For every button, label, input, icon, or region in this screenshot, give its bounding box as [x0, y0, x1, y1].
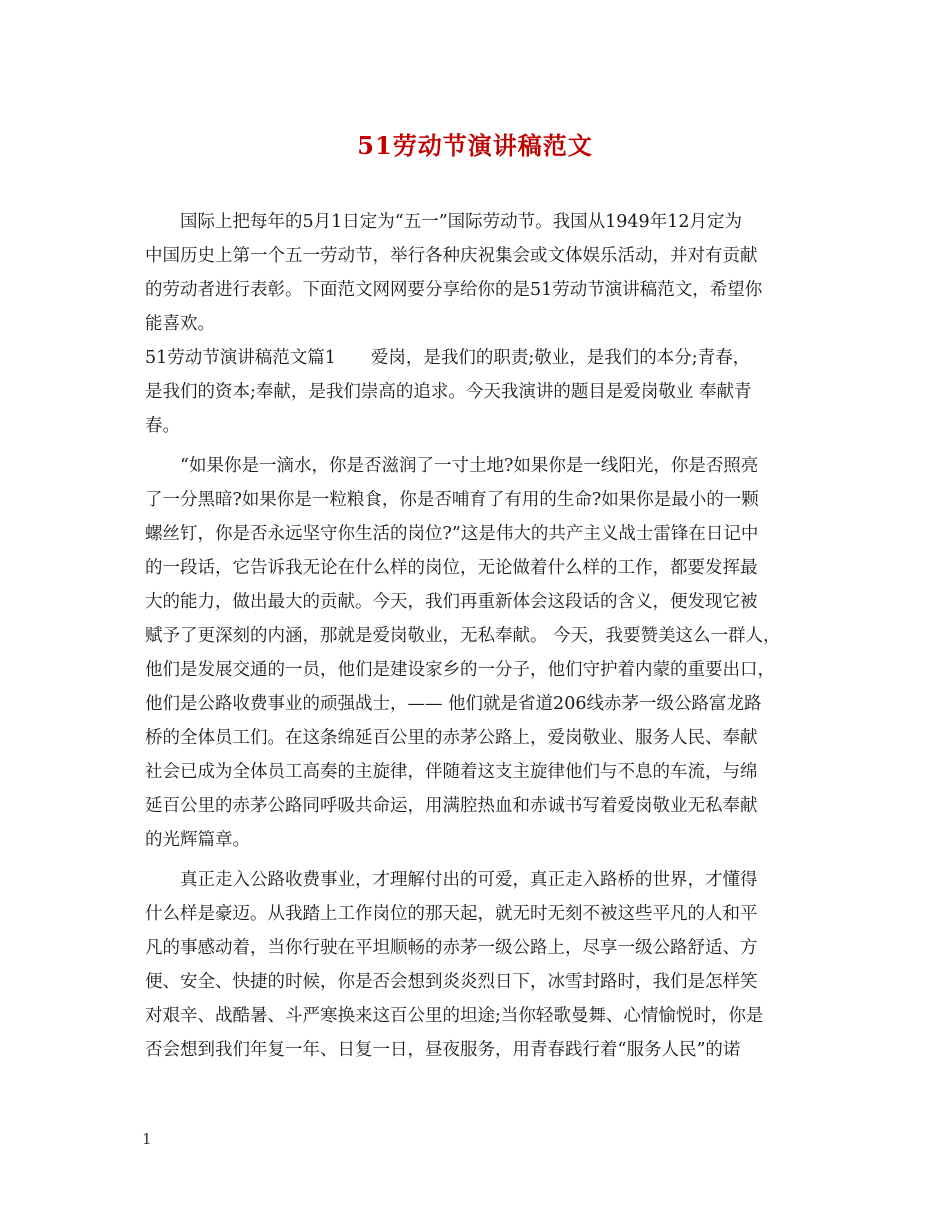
document-title: 51劳动节演讲稿范文 [357, 131, 593, 160]
text-line: 什么样是豪迈。从我踏上工作岗位的那天起，就无时无刻不被这些平凡的人和平 [145, 904, 758, 924]
text-line: “如果你是一滴水，你是否滋润了一寸土地?如果你是一线阳光，你是否照亮 [180, 456, 759, 476]
text-line: 的劳动者进行表彰。下面范文网网要分享给你的是51劳动节演讲稿范文，希望你 [145, 280, 763, 300]
text-line: 凡的事感动着，当你行驶在平坦顺畅的赤茅一级公路上，尽享一级公路舒适、方 [145, 938, 758, 958]
text-line: 是我们的资本;奉献，是我们崇高的追求。今天我演讲的题目是爱岗敬业 奉献青 [145, 382, 752, 402]
text-line: 了一分黑暗?如果你是一粒粮食，你是否哺育了有用的生命?如果你是最小的一颗 [145, 490, 759, 510]
text-line: 能喜欢。 [145, 314, 215, 334]
text-line: 便、安全、快捷的时候，你是否会想到炎炎烈日下，冰雪封路时，我们是怎样笑 [145, 972, 758, 992]
text-line: 的光辉篇章。 [145, 830, 250, 850]
text-line: 国际上把每年的5月1日定为“五一”国际劳动节。我国从1949年12月定为 [180, 212, 742, 232]
document-body [145, 205, 825, 1067]
text-line: 社会已成为全体员工高奏的主旋律，伴随着这支主旋律他们与不息的车流，与绵 [145, 762, 758, 782]
text-line: 他们是公路收费事业的顽强战士，—— 他们就是省道206线赤茅一级公路富龙路 [145, 694, 762, 714]
text-line: 延百公里的赤茅公路同呼吸共命运，用满腔热血和赤诚书写着爱岗敬业无私奉献 [145, 796, 758, 816]
text-line: 否会想到我们年复一年、日复一日，昼夜服务，用青春践行着“服务人民”的诺 [145, 1040, 741, 1060]
text-line: 对艰辛、战酷暑、斗严寒换来这百公里的坦途;当你轻歌曼舞、心情愉悦时，你是 [145, 1006, 764, 1026]
text-line: 赋予了更深刻的内涵，那就是爱岗敬业，无私奉献。 今天，我要赞美这么一群人， [145, 626, 781, 646]
text-line: 的一段话，它告诉我无论在什么样的岗位，无论做着什么样的工作，都要发挥最 [145, 558, 758, 578]
text-line: 51劳动节演讲稿范文篇1 爱岗，是我们的职责;敬业，是我们的本分;青春， [145, 348, 751, 368]
text-line: 春。 [145, 416, 180, 436]
text-line: 螺丝钉，你是否永远坚守你生活的岗位?”这是伟大的共产主义战士雷锋在日记中 [145, 524, 759, 544]
text-line: 他们是发展交通的一员，他们是建设家乡的一分子，他们守护着内蒙的重要出口， [145, 660, 775, 680]
text-line: 大的能力，做出最大的贡献。今天，我们再重新体会这段话的含义，便发现它被 [145, 592, 758, 612]
page-number: 1 [142, 1130, 152, 1148]
text-line: 桥的全体员工们。在这条绵延百公里的赤茅公路上，爱岗敬业、服务人民、奉献 [145, 728, 758, 748]
text-line: 真正走入公路收费事业，才理解付出的可爱，真正走入路桥的世界，才懂得 [180, 870, 758, 890]
text-line: 中国历史上第一个五一劳动节，举行各种庆祝集会或文体娱乐活动，并对有贡献 [145, 246, 758, 266]
